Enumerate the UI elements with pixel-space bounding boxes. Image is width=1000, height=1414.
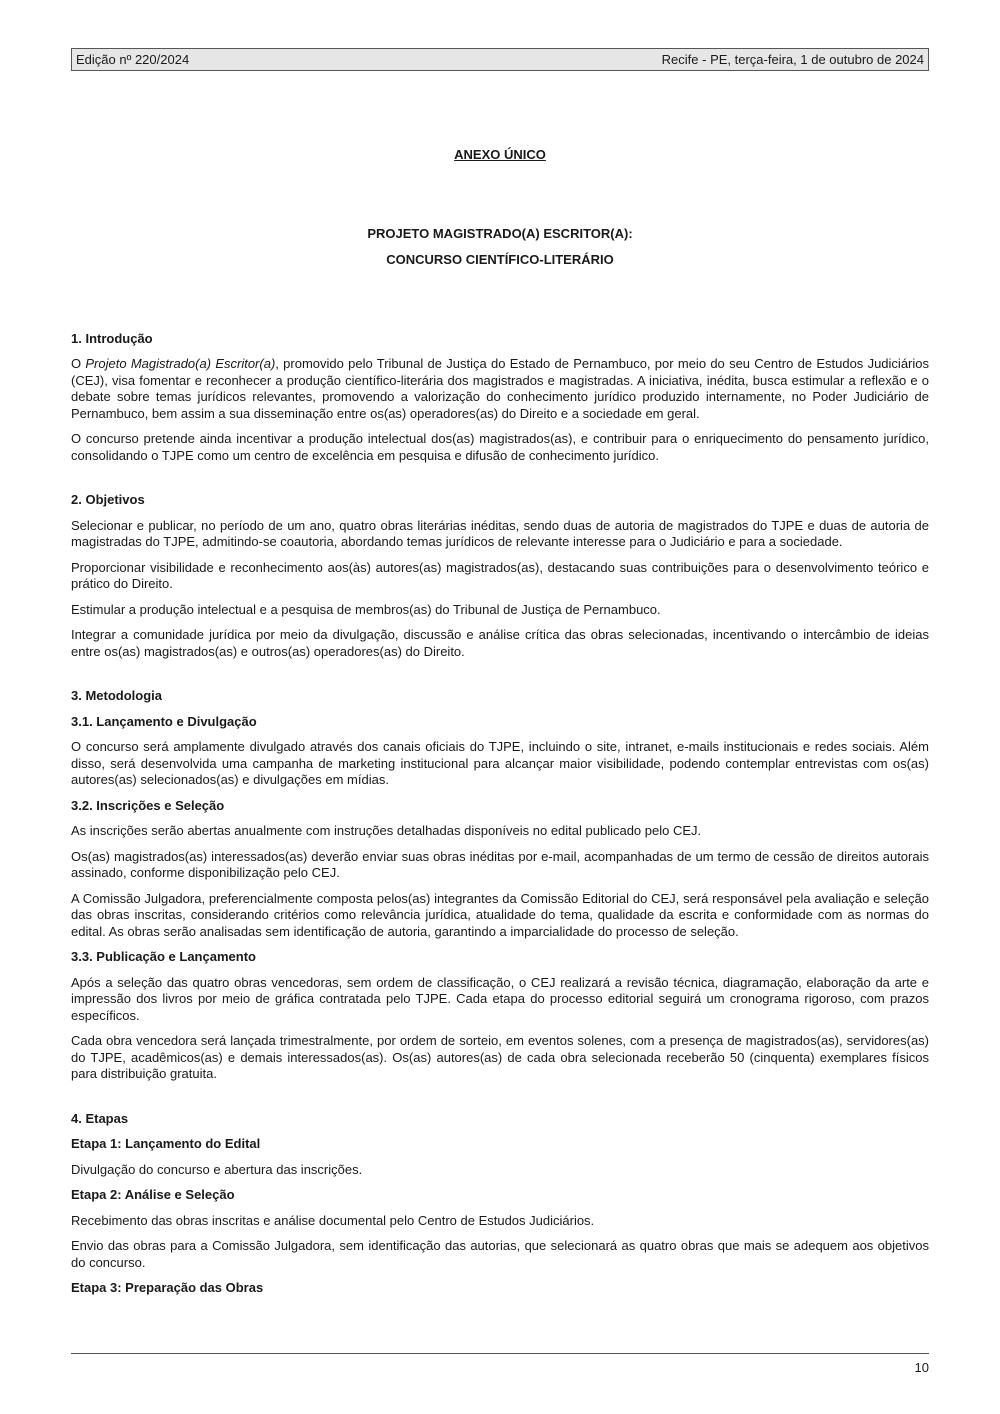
methodology-3-3-paragraph-2: Cada obra vencedora será lançada trimestralmente, por ordem de sorteio, em eventos solenes, com a presença de magistrados(as), servidores(as) do TJPE, acadêmicos(as) e demais interessados(as). Os(as) autores(as) de cada obra selecionada receberão 50 (cinquenta) exemplares físicos para distribuição gratuita.: [71, 1033, 929, 1081]
subsection-heading-3-2: 3.2. Inscrições e Seleção: [71, 797, 225, 813]
page-number: 10: [914, 1360, 929, 1375]
section-heading-objectives: 2. Objetivos: [71, 492, 145, 507]
section-heading-methodology: 3. Metodologia: [71, 688, 162, 703]
section-heading-introduction: 1. Introdução: [71, 330, 153, 346]
intro-paragraph-1: [71, 356, 929, 422]
methodology-3-2-paragraph-3: A Comissão Julgadora, preferencialmente composta pelos(as) integrantes da Comissão Editorial do CEJ, será responsável pela avaliação e seleção das obras inscritas, considerando critérios como relevância jurídica, atualidade do tema, qualidade da escrita e conformidade com as normas do edital. As obras serão analisadas sem identificação de autoria, garantindo a imparcialidade do processo de seleção.: [71, 890, 929, 939]
intro-paragraph-2: O concurso pretende ainda incentivar a produção intelectual dos(as) magistrados(as), e contribuir para o enriquecimento do pensamento jurídico, consolidando o TJPE como um centro de excelência em pesquisa e difusão de conhecimento jurídico.: [71, 431, 929, 463]
intro-p1-prefix: O: [71, 356, 86, 371]
section-heading-stages: 4. Etapas: [71, 1110, 129, 1126]
document-body: [71, 147, 929, 1306]
project-title-line2: CONCURSO CIENTÍFICO-LITERÁRIO: [386, 252, 614, 267]
subsection-heading-3-1: 3.1. Lançamento e Divulgação: [71, 713, 257, 729]
footer-divider: [71, 1353, 929, 1354]
stage-1-paragraph-1: Divulgação do concurso e abertura das inscrições.: [71, 1161, 363, 1177]
subsection-heading-3-3: 3.3. Publicação e Lançamento: [71, 949, 256, 964]
stage-2-paragraph-2: Envio das obras para a Comissão Julgadora, sem identificação das autorias, que selecionará as quatro obras que mais se adequem aos objetivos do concurso.: [71, 1238, 929, 1270]
intro-p1-project-name: Projeto Magistrado(a) Escritor(a): [85, 356, 276, 371]
header-bar: [71, 48, 929, 71]
methodology-3-1-paragraph-1: O concurso será amplamente divulgado através dos canais oficiais do TJPE, incluindo o site, intranet, e-mails institucionais e redes sociais. Além disso, será desenvolvida uma campanha de marketing institucional para alcançar maior visibilidade, podendo contemplar entrevistas com os(as) autores(as) selecionados(as) e divulgações em mídias.: [71, 739, 929, 787]
methodology-3-3-paragraph-1: Após a seleção das quatro obras vencedoras, sem ordem de classificação, o CEJ realizará a revisão técnica, diagramação, elaboração da arte e impressão dos livros por meio de gráfica contratada pelo TJPE. Cada etapa do processo editorial seguirá um cronograma rigoroso, com prazos específicos.: [71, 974, 929, 1023]
stage-2-heading: Etapa 2: Análise e Seleção: [71, 1187, 235, 1202]
objectives-paragraph-2: Proporcionar visibilidade e reconhecimento aos(às) autores(as) magistrados(as), destacando suas contribuições para o desenvolvimento teórico e prático do Direito.: [71, 559, 929, 591]
intro-p1-rest: , promovido pelo Tribunal de Justiça do Estado de Pernambuco, por meio do seu Centro de Estudos Judiciários (CEJ), visa fomentar e reconhecer a produção científico-literária dos magistrados e magistradas. A iniciativa, inédita, busca estimular a reflexão e o debate sobre temas jurídicos relevantes, promovendo a valorização do conhecimento jurídico produzido internamente, no Poder Judiciário de Pernambuco, bem assim a sua disseminação entre os(as) operadores(as) do Direito e a sociedade em geral.: [71, 356, 929, 421]
stage-2-paragraph-1: Recebimento das obras inscritas e análise documental pelo Centro de Estudos Judiciários.: [71, 1212, 595, 1228]
project-title-line1: PROJETO MAGISTRADO(A) ESCRITOR(A):: [367, 225, 633, 241]
objectives-paragraph-1: Selecionar e publicar, no período de um ano, quatro obras literárias inéditas, sendo duas de autoria de magistrados do TJPE e duas de autoria de magistradas do TJPE, admitindo-se coautoria, abordando temas jurídicos de relevante interesse para o Judiciário e para a sociedade.: [71, 517, 929, 549]
objectives-paragraph-3: Estimular a produção intelectual e a pesquisa de membros(as) do Tribunal de Justiça de Pernambuco.: [71, 601, 661, 617]
location-date: Recife - PE, terça-feira, 1 de outubro de 2024: [661, 52, 924, 67]
edition-label: Edição nº 220/2024: [76, 52, 190, 67]
annex-title: ANEXO ÚNICO: [454, 147, 546, 162]
stage-3-heading: Etapa 3: Preparação das Obras: [71, 1280, 264, 1295]
methodology-3-2-paragraph-2: Os(as) magistrados(as) interessados(as) deverão enviar suas obras inéditas por e-mail, acompanhadas de um termo de cessão de direitos autorais assinado, conforme disponibilização pelo CEJ.: [71, 848, 929, 880]
stage-1-heading: Etapa 1: Lançamento do Edital: [71, 1136, 261, 1151]
objectives-paragraph-4: Integrar a comunidade jurídica por meio da divulgação, discussão e análise crítica das obras selecionadas, incentivando o intercâmbio de ideias entre os(as) magistrados(as) e outros(as) operadores(as) do Direito.: [71, 627, 929, 659]
methodology-3-2-paragraph-1: As inscrições serão abertas anualmente com instruções detalhadas disponíveis no edital publicado pelo CEJ.: [71, 823, 702, 838]
